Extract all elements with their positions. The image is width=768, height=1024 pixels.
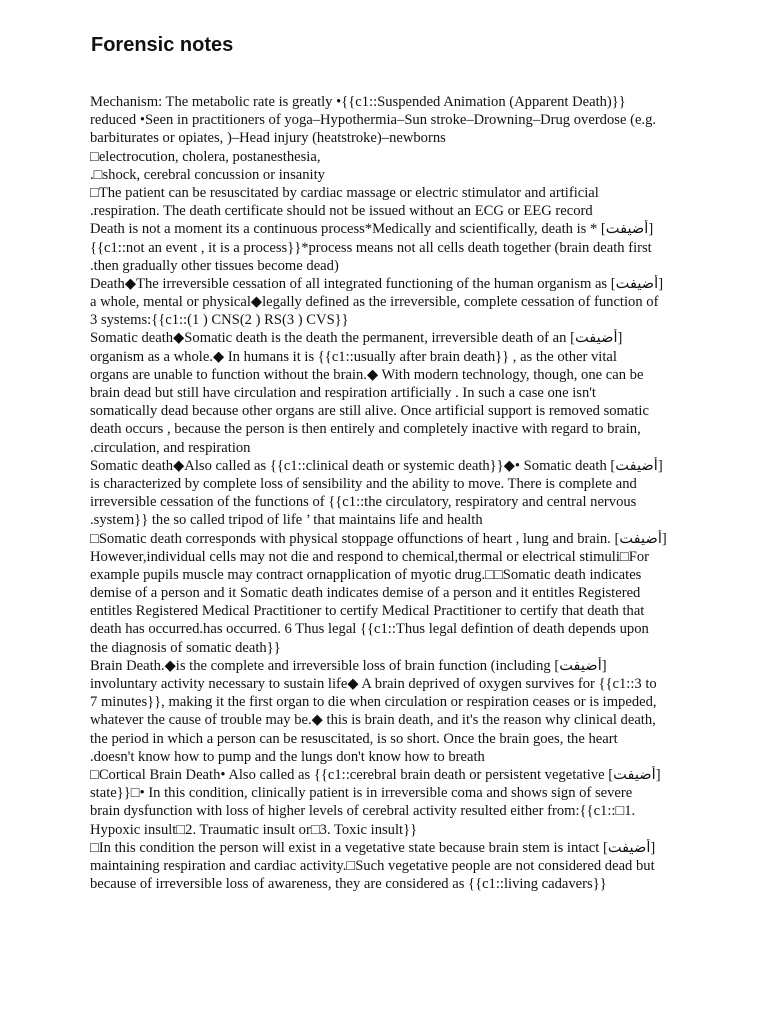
text-line: .respiration. The death certificate should not be issued without an ECG or EEG record [90,203,593,220]
text-line: .doesn't know how to pump and the lungs don't know how to breath [90,748,485,765]
text-line: entitles Registered Medical Practitioner to certify Medical Practitioner to certify that death that [90,603,645,620]
text-line: Somatic death◆Somatic death is the death the permanent, irreversible death of an [أضيفت] [90,330,623,347]
text-line: because of irreversible loss of awareness, they are considered as {{c1::living cadavers}} [90,876,607,893]
text-line: demise of a person and it Somatic death indicates demise of a person and it entitles Registered [90,585,641,602]
text-line: somatically dead because other organs are still alive. Once artificial support is removed somatic [90,403,649,420]
text-line: Death◆The irreversible cessation of all integrated functioning of the human organism as [أضيفت] [90,275,664,292]
text-line: reduced •Seen in practitioners of yoga–Hypothermia–Sun stroke–Drowning–Drug overdose (e.g. [90,112,657,129]
text-line: the period in which a person can be resuscitated, is so short. Once the brain goes, the heart [90,730,618,747]
text-line: brain dysfunction with loss of higher levels of cerebral activity resulted either from:{{c1::□1. [90,803,636,820]
text-line: a whole, mental or physical◆legally defined as the irreversible, complete cessation of function of [90,294,659,311]
text-line: {{c1::not an event , it is a process}}*process means not all cells death together (brain death first [90,239,652,256]
text-line: Somatic death◆Also called as {{c1::clinical death or systemic death}}◆• Somatic death [أضيفت] [90,457,663,474]
text-line: Brain Death.◆is the complete and irreversible loss of brain function (including [أضيفت] [90,657,607,674]
text-line: Hypoxic insult□2. Traumatic insult or□3. Toxic insult}} [90,821,418,838]
text-line: □Cortical Brain Death• Also called as {{c1::cerebral brain death or persistent vegetative [أضيفت] [90,766,661,783]
text-line: barbiturates or opiates, )–Head injury (heatstroke)–newborns [90,130,446,147]
text-line: .system}} the so called tripod of life ’ that maintains life and health [90,512,483,529]
text-line: 3 systems:{{c1::(1 ) CNS(2 ) RS(3 ) CVS}} [90,312,349,329]
text-line: Death is not a moment its a continuous process*Medically and scientifically, death is * [أضيفت] [90,221,654,238]
text-line: □In this condition the person will exist in a vegetative state because brain stem is intact [أضيفت] [90,839,656,856]
document-body [90,93,682,893]
text-line: organism as a whole.◆ In humans it is {{c1::usually after brain death}} , as the other vital [90,348,617,365]
text-line: □electrocution, cholera, postanesthesia, [90,148,321,165]
text-line: .circulation, and respiration [90,439,251,456]
text-line: irreversible cessation of the functions of {{c1::the circulatory, respiratory and central nervous [90,494,637,511]
text-line: death has occurred.has occurred. 6 Thus legal {{c1::Thus legal defintion of death depends upon [90,621,649,638]
text-line: organs are unable to function without the brain.◆ With modern technology, though, one can be [90,366,644,383]
text-line: whatever the cause of trouble may be.◆ this is brain death, and it's the reason why clinical death, [90,712,656,729]
text-line: example pupils muscle may contract ornapplication of myotic drug.□□Somatic death indicates [90,566,642,583]
text-line: brain dead but still have circulation and respiration artificially . In such a case one isn't [90,385,596,401]
text-line: .then gradually other tissues become dead) [90,257,339,274]
text-line: .□shock, cerebral concussion or insanity [90,166,325,183]
text-line: Mechanism: The metabolic rate is greatly •{{c1::Suspended Animation (Apparent Death)}} [90,94,626,110]
text-line: However,individual cells may not die and respond to chemical,thermal or electrical stimuli□For [90,548,649,565]
text-line: is characterized by complete loss of sensibility and the ability to move. There is complete and [90,475,637,492]
text-line: □The patient can be resuscitated by cardiac massage or electric stimulator and artificial [90,184,599,201]
document-title: Forensic notes [91,34,234,56]
text-line: 7 minutes}}, making it the first organ to die when circulation or respiration ceases or is impeded, [90,694,657,711]
text-line: state}}□• In this condition, clinically patient is in irreversible coma and shows sign of severe [90,785,633,802]
text-line: involuntary activity necessary to sustain life◆ A brain deprived of oxygen survives for {{c1::3 to [90,676,657,692]
text-line: □Somatic death corresponds with physical stoppage offunctions of heart , lung and brain. [أضيفت] [90,530,667,547]
text-line: the diagnosis of somatic death}} [90,639,281,656]
text-line: maintaining respiration and cardiac activity.□Such vegetative people are not considered dead but [90,857,655,874]
text-line: death occurs , because the person is then entirely and completely inactive with regard to brain, [90,421,641,438]
